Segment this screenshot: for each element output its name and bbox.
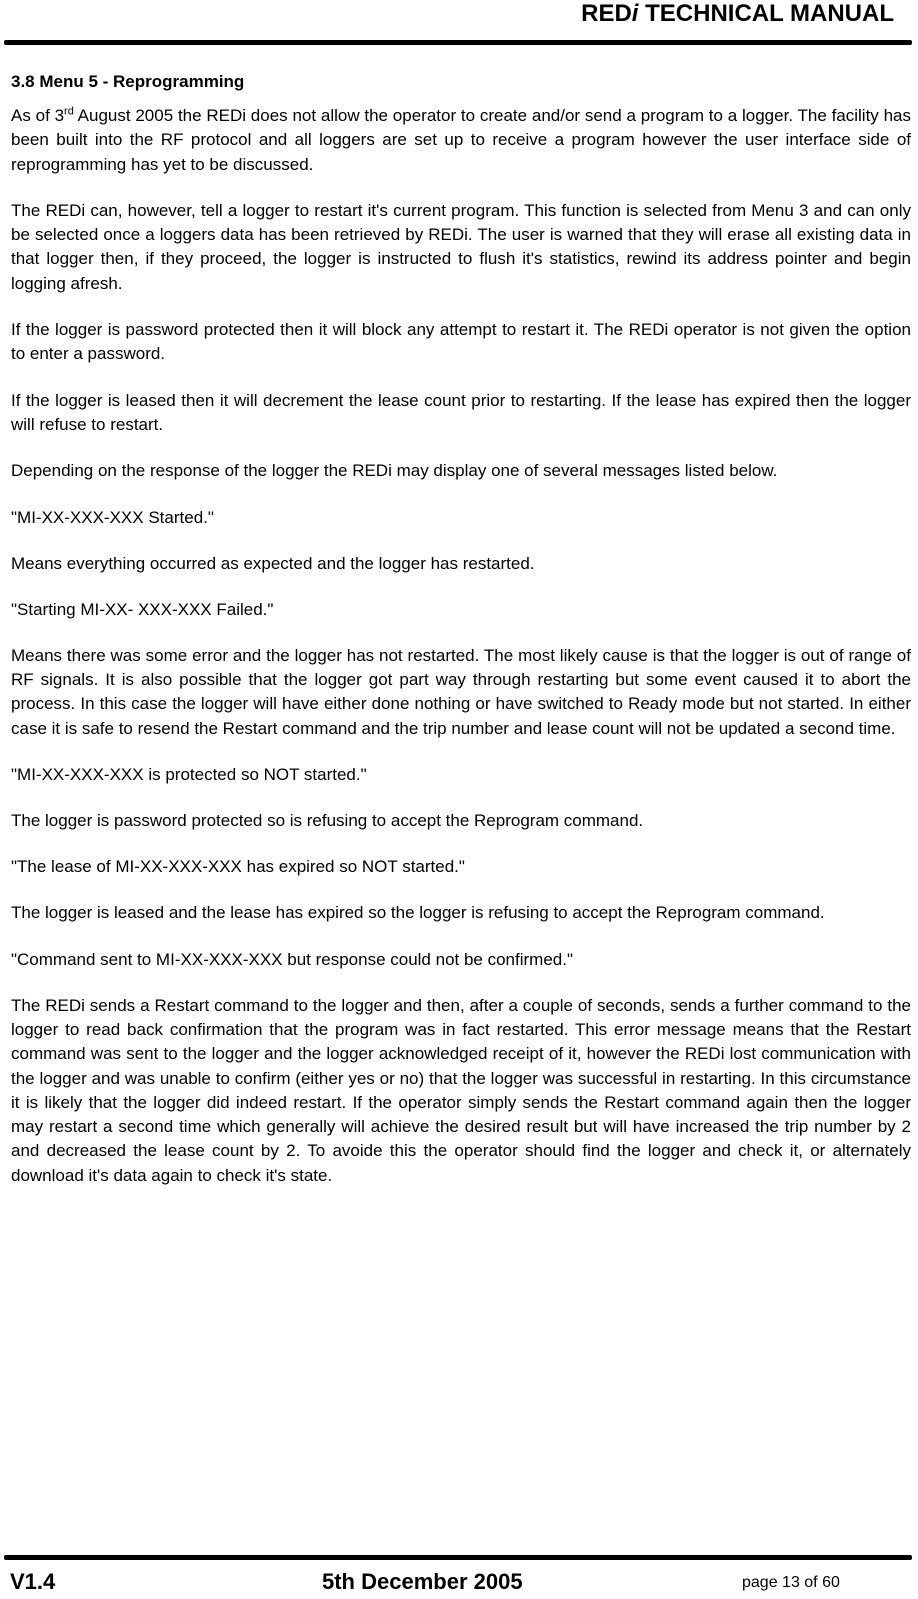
message-started: "MI-XX-XXX-XXX Started."	[11, 507, 214, 527]
message-unconfirmed: "Command sent to MI-XX-XXX-XXX but response could not be confirmed."	[11, 949, 573, 969]
manual-title-brand: RED	[581, 0, 632, 27]
intro-text-start: As of 3	[11, 106, 65, 125]
manual-title-brand-italic: i	[631, 0, 639, 27]
footer-rule	[4, 1555, 912, 1560]
messages-intro-paragraph: Depending on the response of the logger the REDi may display one of several messages listed below.	[11, 461, 778, 481]
manual-title-suffix: TECHNICAL MANUAL	[638, 0, 894, 27]
intro-paragraph	[11, 104, 911, 177]
restart-paragraph: The REDi can, however, tell a logger to restart it's current program. This function is selected from Menu 3 and can only be selected once a loggers data has been retrieved by REDi. The user is warned that they will erase all existing data in that logger then, if they proceed, the logger is instructed to flush it's statistics, rewind its address pointer and begin logging afresh.	[11, 200, 911, 293]
password-paragraph: If the logger is password protected then it will block any attempt to restart it. The REDi operator is not given the option to enter a password.	[11, 320, 911, 364]
manual-title	[581, 0, 894, 28]
page-number: page 13 of 60	[742, 1574, 840, 1591]
message-expired: "The lease of MI-XX-XXX-XXX has expired so NOT started."	[11, 857, 465, 877]
intro-text-end: August 2005 the REDi does not allow the operator to create and/or send a program to a logger. The facility has been built into the RF protocol and all loggers are set up to receive a program however the user interface side of reprogramming has yet to be discussed.	[11, 106, 911, 174]
page-content	[11, 70, 911, 1210]
message-protected-description: The logger is password protected so is refusing to accept the Reprogram command.	[11, 811, 644, 831]
message-expired-description: The logger is leased and the lease has expired so the logger is refusing to accept the Reprogram command.	[11, 903, 825, 923]
intro-superscript: rd	[64, 105, 74, 118]
document-date: 5th December 2005	[322, 1569, 523, 1594]
message-failed-description: Means there was some error and the logger has not restarted. The most likely cause is that the logger is out of range of RF signals. It is also possible that the logger got part way through restarting but some event caused it to abort the process. In this case the logger will have either done nothing or have switched to Ready mode but not started. In either case it is safe to resend the Restart command and the trip number and lease count will not be updated a second time.	[11, 645, 911, 738]
message-failed: "Starting MI-XX- XXX-XXX Failed."	[11, 599, 274, 619]
header-rule	[4, 40, 912, 45]
message-unconfirmed-description: The REDi sends a Restart command to the logger and then, after a couple of seconds, sends a further command to the logger to read back confirmation that the program was in fact restarted. This error message means that the Restart command was sent to the logger and the logger acknowledged receipt of it, however the REDi lost communication with the logger and was unable to confirm (either yes or no) that the logger was successful in restarting. In this circumstance it is likely that the logger did indeed restart. If the operator simply sends the Restart command again then the logger may restart a second time which generally will achieve the desired result but will have increased the trip number by 2 and decreased the lease count by 2. To avoide this the operator should find the logger and check it, or alternately download it's data again to check it's state.	[11, 995, 911, 1185]
document-version: V1.4	[10, 1569, 56, 1594]
message-protected: "MI-XX-XXX-XXX is protected so NOT started."	[11, 765, 367, 785]
lease-paragraph: If the logger is leased then it will decrement the lease count prior to restarting. If the lease has expired then the logger will refuse to restart.	[11, 390, 911, 434]
section-heading: 3.8 Menu 5 - Reprogramming	[11, 72, 245, 91]
message-started-description: Means everything occurred as expected and the logger has restarted.	[11, 553, 535, 573]
